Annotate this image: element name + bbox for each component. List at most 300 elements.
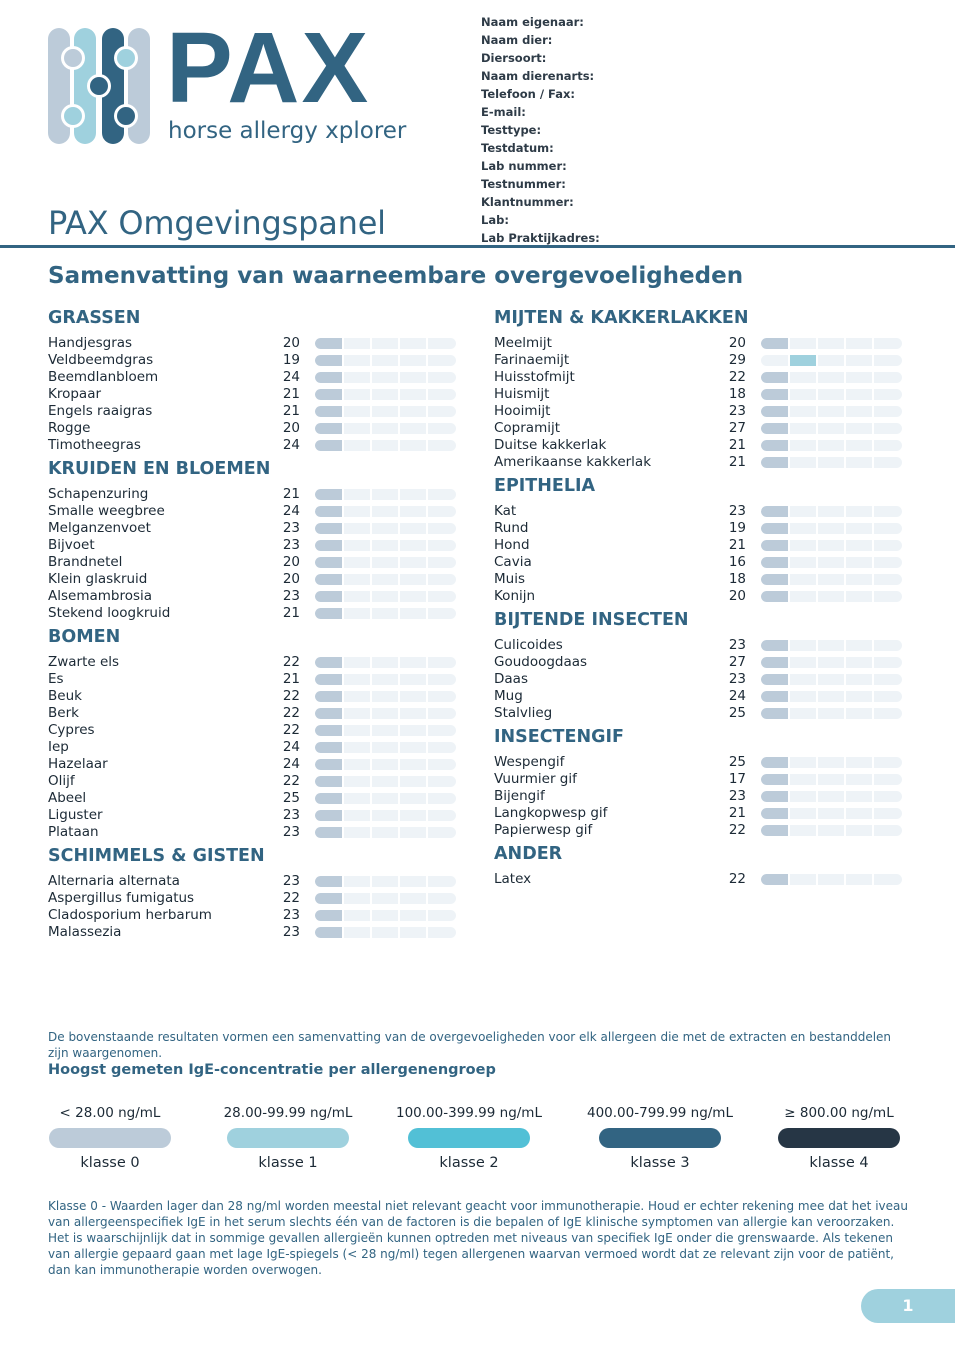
- class-bar: [315, 759, 456, 770]
- allergen-name: Malassezia: [48, 924, 122, 940]
- legend-range: ≥ 800.00 ng/mL: [784, 1105, 894, 1121]
- class-bar-fill: [315, 691, 343, 702]
- class-bar: [761, 691, 902, 702]
- info-field-label: Diersoort:: [481, 51, 547, 65]
- class-bar-divider: [342, 506, 344, 517]
- allergen-value: 25: [728, 705, 746, 721]
- allergen-value: 21: [282, 605, 300, 621]
- class-bar-divider: [788, 372, 790, 383]
- class-bar-divider: [426, 725, 428, 736]
- class-bar-divider: [342, 827, 344, 838]
- class-bar-divider: [342, 927, 344, 938]
- class-bar-divider: [844, 440, 846, 451]
- class-bar-divider: [426, 372, 428, 383]
- allergen-name: Melganzenvoet: [48, 520, 151, 536]
- class-bar: [315, 574, 456, 585]
- legend-item: [394, 1104, 544, 1171]
- class-bar-divider: [398, 876, 400, 887]
- allergen-value: 22: [282, 688, 300, 704]
- class-bar-divider: [370, 927, 372, 938]
- class-bar-divider: [370, 776, 372, 787]
- allergen-row: [48, 924, 458, 941]
- allergen-name: Hazelaar: [48, 756, 108, 772]
- class-bar-fill: [761, 791, 789, 802]
- allergen-name: Engels raaigras: [48, 403, 153, 419]
- class-bar-fill: [315, 574, 343, 585]
- class-bar-divider: [816, 372, 818, 383]
- allergen-row: [48, 386, 458, 403]
- class-bar: [315, 725, 456, 736]
- class-bar-divider: [398, 389, 400, 400]
- allergen-row: [494, 671, 904, 688]
- allergen-name: Vuurmier gif: [494, 771, 577, 787]
- class-bar: [761, 540, 902, 551]
- class-bar-divider: [816, 640, 818, 651]
- allergen-row: [48, 688, 458, 705]
- class-bar-divider: [426, 793, 428, 804]
- disclaimer-text: Klasse 0 - Waarden lager dan 28 ng/ml worden meestal niet relevant geacht voor immunotherapie. Houd er echter rekening mee dat het iveau van allergeenspecifiek IgE in het serum slechts één van de factoren is die bepalen of IgE klinische symptomen van allergie kan veroorzaken. Het is waarschijnlijk dat in sommige gevallen allergieën kunnen optreden met niveaus van specifiek IgE onder die grenswaarde. Als tekenen van allergie gepaard gaan met lage IgE-spiegels (< 28 ng/ml) tegen allergenen waarvan vermoed wordt dat ze relevant zijn voor de patiënt, dan kan immunotherapie worden overwogen.: [48, 1199, 908, 1277]
- class-bar-divider: [398, 608, 400, 619]
- class-bar-fill: [315, 793, 343, 804]
- class-bar-divider: [426, 910, 428, 921]
- class-bar-fill: [761, 372, 789, 383]
- legend-class-label: klasse 4: [809, 1155, 869, 1171]
- allergen-value: 23: [282, 807, 300, 823]
- class-bar-divider: [370, 742, 372, 753]
- class-bar-divider: [342, 759, 344, 770]
- allergen-name: Culicoides: [494, 637, 563, 653]
- allergen-row: [494, 386, 904, 403]
- class-bar: [315, 708, 456, 719]
- allergen-row: [494, 871, 904, 888]
- class-bar: [761, 440, 902, 451]
- allergen-value: 23: [728, 788, 746, 804]
- allergen-value: 22: [728, 871, 746, 887]
- class-bar-divider: [872, 774, 874, 785]
- class-bar-divider: [398, 674, 400, 685]
- pax-logo: [48, 12, 408, 154]
- class-bar-divider: [342, 574, 344, 585]
- class-bar-divider: [426, 338, 428, 349]
- class-bar-divider: [370, 540, 372, 551]
- class-bar: [315, 893, 456, 904]
- class-bar-divider: [844, 640, 846, 651]
- allergen-row: [494, 571, 904, 588]
- allergen-name: Hond: [494, 537, 530, 553]
- allergen-value: 20: [728, 588, 746, 604]
- allergen-row: [48, 571, 458, 588]
- class-bar-divider: [816, 757, 818, 768]
- allergen-row: [48, 824, 458, 841]
- class-bar: [761, 640, 902, 651]
- allergen-name: Amerikaanse kakkerlak: [494, 454, 652, 470]
- class-bar-divider: [398, 893, 400, 904]
- class-bar-divider: [370, 423, 372, 434]
- legend-class-label: klasse 3: [630, 1155, 690, 1171]
- class-bar: [761, 506, 902, 517]
- class-bar-divider: [844, 874, 846, 885]
- class-bar-divider: [788, 825, 790, 836]
- class-bar-divider: [844, 355, 846, 366]
- legend-range: 100.00-399.99 ng/mL: [396, 1105, 542, 1121]
- allergen-value: 22: [282, 722, 300, 738]
- class-bar-divider: [342, 406, 344, 417]
- class-bar-fill: [761, 389, 789, 400]
- class-bar-divider: [788, 540, 790, 551]
- class-bar: [761, 674, 902, 685]
- allergen-name: Mug: [494, 688, 523, 704]
- allergen-name: Cavia: [494, 554, 532, 570]
- allergen-value: 23: [728, 637, 746, 653]
- class-bar-fill: [761, 557, 789, 568]
- class-bar: [761, 791, 902, 802]
- legend-class-label: klasse 1: [258, 1155, 318, 1171]
- group-title: INSECTENGIF: [494, 727, 624, 747]
- allergen-name: Meelmijt: [494, 335, 552, 351]
- class-bar-divider: [398, 406, 400, 417]
- allergen-value: 21: [728, 454, 746, 470]
- class-bar-divider: [816, 406, 818, 417]
- group-title: BOMEN: [48, 627, 121, 647]
- class-bar-fill: [315, 423, 343, 434]
- legend-range: < 28.00 ng/mL: [59, 1105, 161, 1121]
- allergen-value: 20: [282, 420, 300, 436]
- allergen-name: Timotheegras: [48, 437, 141, 453]
- class-bar: [315, 591, 456, 602]
- allergen-name: Bijengif: [494, 788, 545, 804]
- allergen-row: [494, 805, 904, 822]
- allergen-value: 22: [282, 890, 300, 906]
- class-bar: [315, 810, 456, 821]
- class-bar-divider: [788, 523, 790, 534]
- class-bar-divider: [844, 791, 846, 802]
- allergen-name: Duitse kakkerlak: [494, 437, 607, 453]
- class-bar-divider: [816, 557, 818, 568]
- class-bar-divider: [844, 540, 846, 551]
- allergen-row: [494, 771, 904, 788]
- class-bar-divider: [342, 674, 344, 685]
- class-bar-divider: [370, 876, 372, 887]
- class-bar-divider: [370, 574, 372, 585]
- allergen-row: [494, 520, 904, 537]
- class-bar-divider: [844, 774, 846, 785]
- class-bar-divider: [788, 457, 790, 468]
- class-bar-fill: [315, 725, 343, 736]
- class-bar-divider: [426, 691, 428, 702]
- class-bar-divider: [370, 591, 372, 602]
- allergen-value: 21: [728, 437, 746, 453]
- class-bar: [761, 657, 902, 668]
- allergen-row: [494, 688, 904, 705]
- class-bar: [315, 489, 456, 500]
- class-bar-divider: [426, 759, 428, 770]
- allergen-group: [494, 306, 904, 471]
- allergen-value: 19: [282, 352, 300, 368]
- allergen-group: [48, 844, 458, 941]
- allergen-value: 20: [282, 335, 300, 351]
- class-bar-divider: [816, 874, 818, 885]
- legend-swatch: [778, 1128, 900, 1148]
- class-bar-divider: [844, 557, 846, 568]
- class-bar-divider: [788, 791, 790, 802]
- class-bar: [761, 389, 902, 400]
- class-bar-divider: [426, 523, 428, 534]
- allergen-row: [48, 420, 458, 437]
- class-bar-divider: [398, 440, 400, 451]
- allergen-group: [48, 625, 458, 841]
- allergen-value: 21: [282, 403, 300, 419]
- class-bar-fill: [315, 657, 343, 668]
- class-bar-divider: [342, 423, 344, 434]
- class-bar-divider: [342, 657, 344, 668]
- info-field-label: Telefoon / Fax:: [481, 87, 576, 101]
- class-bar-divider: [872, 657, 874, 668]
- class-bar-divider: [788, 691, 790, 702]
- info-field-label: Naam dierenarts:: [481, 69, 595, 83]
- class-bar-divider: [816, 708, 818, 719]
- class-bar-divider: [844, 389, 846, 400]
- class-bar-fill: [761, 808, 789, 819]
- class-bar-divider: [370, 759, 372, 770]
- allergen-value: 23: [282, 588, 300, 604]
- class-bar: [761, 757, 902, 768]
- info-field-label: Testdatum:: [481, 141, 554, 155]
- allergen-group: [494, 725, 904, 839]
- allergen-name: Olijf: [48, 773, 75, 789]
- class-bar-divider: [426, 489, 428, 500]
- class-bar-divider: [370, 389, 372, 400]
- class-bar-divider: [788, 708, 790, 719]
- class-bar-divider: [872, 674, 874, 685]
- info-field-label: Klantnummer:: [481, 195, 574, 209]
- class-bar-divider: [872, 540, 874, 551]
- class-bar-divider: [872, 791, 874, 802]
- class-bar: [761, 557, 902, 568]
- class-bar: [315, 691, 456, 702]
- legend-item: [35, 1104, 185, 1171]
- class-bar-divider: [342, 742, 344, 753]
- class-bar-divider: [872, 389, 874, 400]
- class-bar: [315, 776, 456, 787]
- allergen-value: 24: [282, 437, 300, 453]
- legend-swatch: [599, 1128, 721, 1148]
- class-bar: [315, 927, 456, 938]
- class-bar-fill: [761, 423, 789, 434]
- class-bar-divider: [370, 355, 372, 366]
- class-bar-divider: [398, 574, 400, 585]
- class-bar-divider: [872, 423, 874, 434]
- allergen-row: [48, 335, 458, 352]
- class-bar: [315, 540, 456, 551]
- allergen-row: [494, 369, 904, 386]
- allergen-name: Beemdlanbloem: [48, 369, 159, 385]
- class-bar-divider: [342, 708, 344, 719]
- class-bar: [315, 440, 456, 451]
- allergen-row: [494, 403, 904, 420]
- class-bar-divider: [426, 557, 428, 568]
- class-bar-divider: [872, 808, 874, 819]
- allergen-row: [494, 352, 904, 369]
- class-bar-divider: [398, 372, 400, 383]
- allergen-row: [48, 890, 458, 907]
- class-bar-divider: [788, 389, 790, 400]
- allergen-name: Plataan: [48, 824, 99, 840]
- page-number-badge: 1: [861, 1289, 955, 1323]
- allergen-row: [48, 352, 458, 369]
- class-bar: [315, 793, 456, 804]
- class-bar-divider: [816, 355, 818, 366]
- class-bar-divider: [370, 338, 372, 349]
- allergen-value: 24: [282, 369, 300, 385]
- class-bar-divider: [398, 423, 400, 434]
- class-bar-divider: [426, 506, 428, 517]
- allergen-value: 21: [728, 805, 746, 821]
- allergen-row: [494, 788, 904, 805]
- allergen-name: Abeel: [48, 790, 87, 806]
- legend-swatch: [49, 1128, 171, 1148]
- class-bar-divider: [426, 591, 428, 602]
- group-title: KRUIDEN EN BLOEMEN: [48, 459, 271, 479]
- class-bar-divider: [370, 893, 372, 904]
- class-bar: [315, 827, 456, 838]
- group-title: BIJTENDE INSECTEN: [494, 610, 689, 630]
- class-bar-divider: [872, 440, 874, 451]
- class-bar: [315, 742, 456, 753]
- allergen-value: 22: [728, 369, 746, 385]
- class-bar: [315, 657, 456, 668]
- class-bar-divider: [342, 372, 344, 383]
- class-bar-divider: [788, 591, 790, 602]
- allergen-row: [494, 705, 904, 722]
- class-bar-divider: [370, 725, 372, 736]
- allergen-row: [494, 754, 904, 771]
- allergen-row: [494, 654, 904, 671]
- logo-tagline: horse allergy xplorer: [168, 118, 407, 144]
- class-bar: [315, 406, 456, 417]
- class-bar-fill: [789, 355, 817, 366]
- class-bar-divider: [370, 708, 372, 719]
- class-bar-divider: [342, 876, 344, 887]
- allergen-value: 21: [282, 486, 300, 502]
- class-bar-divider: [844, 457, 846, 468]
- class-bar-divider: [398, 506, 400, 517]
- allergen-value: 23: [728, 403, 746, 419]
- allergen-row: [48, 503, 458, 520]
- allergen-name: Daas: [494, 671, 528, 687]
- class-bar-divider: [426, 657, 428, 668]
- class-bar-divider: [342, 338, 344, 349]
- allergen-name: Cypres: [48, 722, 95, 738]
- allergen-row: [48, 486, 458, 503]
- class-bar-fill: [315, 506, 343, 517]
- allergen-row: [48, 773, 458, 790]
- class-bar-divider: [398, 810, 400, 821]
- class-bar-divider: [426, 423, 428, 434]
- allergen-value: 22: [282, 773, 300, 789]
- class-bar-divider: [872, 372, 874, 383]
- class-bar-fill: [761, 574, 789, 585]
- class-bar-divider: [426, 355, 428, 366]
- class-bar-fill: [761, 708, 789, 719]
- class-bar-divider: [342, 776, 344, 787]
- allergen-row: [48, 722, 458, 739]
- class-bar: [761, 825, 902, 836]
- allergen-row: [48, 520, 458, 537]
- class-bar-divider: [342, 355, 344, 366]
- allergen-row: [48, 739, 458, 756]
- class-bar-divider: [872, 757, 874, 768]
- class-bar-divider: [370, 489, 372, 500]
- patient-info-fields: [481, 13, 600, 247]
- allergen-value: 18: [728, 386, 746, 402]
- allergen-row: [48, 671, 458, 688]
- class-bar: [315, 910, 456, 921]
- allergen-name: Rogge: [48, 420, 91, 436]
- class-bar-divider: [872, 874, 874, 885]
- class-bar-divider: [342, 793, 344, 804]
- class-bar-divider: [370, 608, 372, 619]
- class-bar-fill: [315, 489, 343, 500]
- class-bar-divider: [342, 910, 344, 921]
- class-bar-divider: [788, 574, 790, 585]
- class-bar-fill: [315, 557, 343, 568]
- allergen-name: Es: [48, 671, 64, 687]
- class-bar-divider: [816, 523, 818, 534]
- class-bar-divider: [398, 657, 400, 668]
- class-bar-divider: [370, 810, 372, 821]
- class-bar-divider: [788, 674, 790, 685]
- info-field-label: Lab nummer:: [481, 159, 567, 173]
- class-bar-divider: [788, 640, 790, 651]
- allergen-name: Zwarte els: [48, 654, 120, 670]
- class-bar-fill: [315, 893, 343, 904]
- class-bar-fill: [315, 927, 343, 938]
- allergen-value: 25: [728, 754, 746, 770]
- class-bar-divider: [426, 389, 428, 400]
- allergen-name: Smalle weegbree: [48, 503, 165, 519]
- allergen-name: Stalvlieg: [494, 705, 553, 721]
- class-bar-fill: [315, 440, 343, 451]
- class-bar-divider: [788, 874, 790, 885]
- class-bar-divider: [370, 691, 372, 702]
- class-bar-divider: [844, 338, 846, 349]
- allergen-row: [494, 537, 904, 554]
- allergen-column-right: [494, 306, 904, 888]
- class-bar-fill: [761, 640, 789, 651]
- class-bar-divider: [398, 338, 400, 349]
- allergen-group: [494, 608, 904, 722]
- allergen-name: Copramijt: [494, 420, 561, 436]
- class-bar-divider: [788, 355, 790, 366]
- class-bar-divider: [816, 808, 818, 819]
- allergen-value: 24: [728, 688, 746, 704]
- allergen-name: Liguster: [48, 807, 103, 823]
- group-title: GRASSEN: [48, 308, 141, 328]
- allergen-value: 29: [728, 352, 746, 368]
- class-bar: [315, 389, 456, 400]
- legend-class-label: klasse 2: [439, 1155, 499, 1171]
- class-bar-divider: [788, 338, 790, 349]
- allergen-row: [494, 554, 904, 571]
- class-bar-divider: [872, 825, 874, 836]
- class-bar-divider: [844, 523, 846, 534]
- class-bar-divider: [370, 827, 372, 838]
- class-legend: [48, 1104, 908, 1176]
- class-bar-divider: [342, 893, 344, 904]
- allergen-name: Schapenzuring: [48, 486, 149, 502]
- allergen-value: 22: [282, 705, 300, 721]
- class-bar-divider: [342, 608, 344, 619]
